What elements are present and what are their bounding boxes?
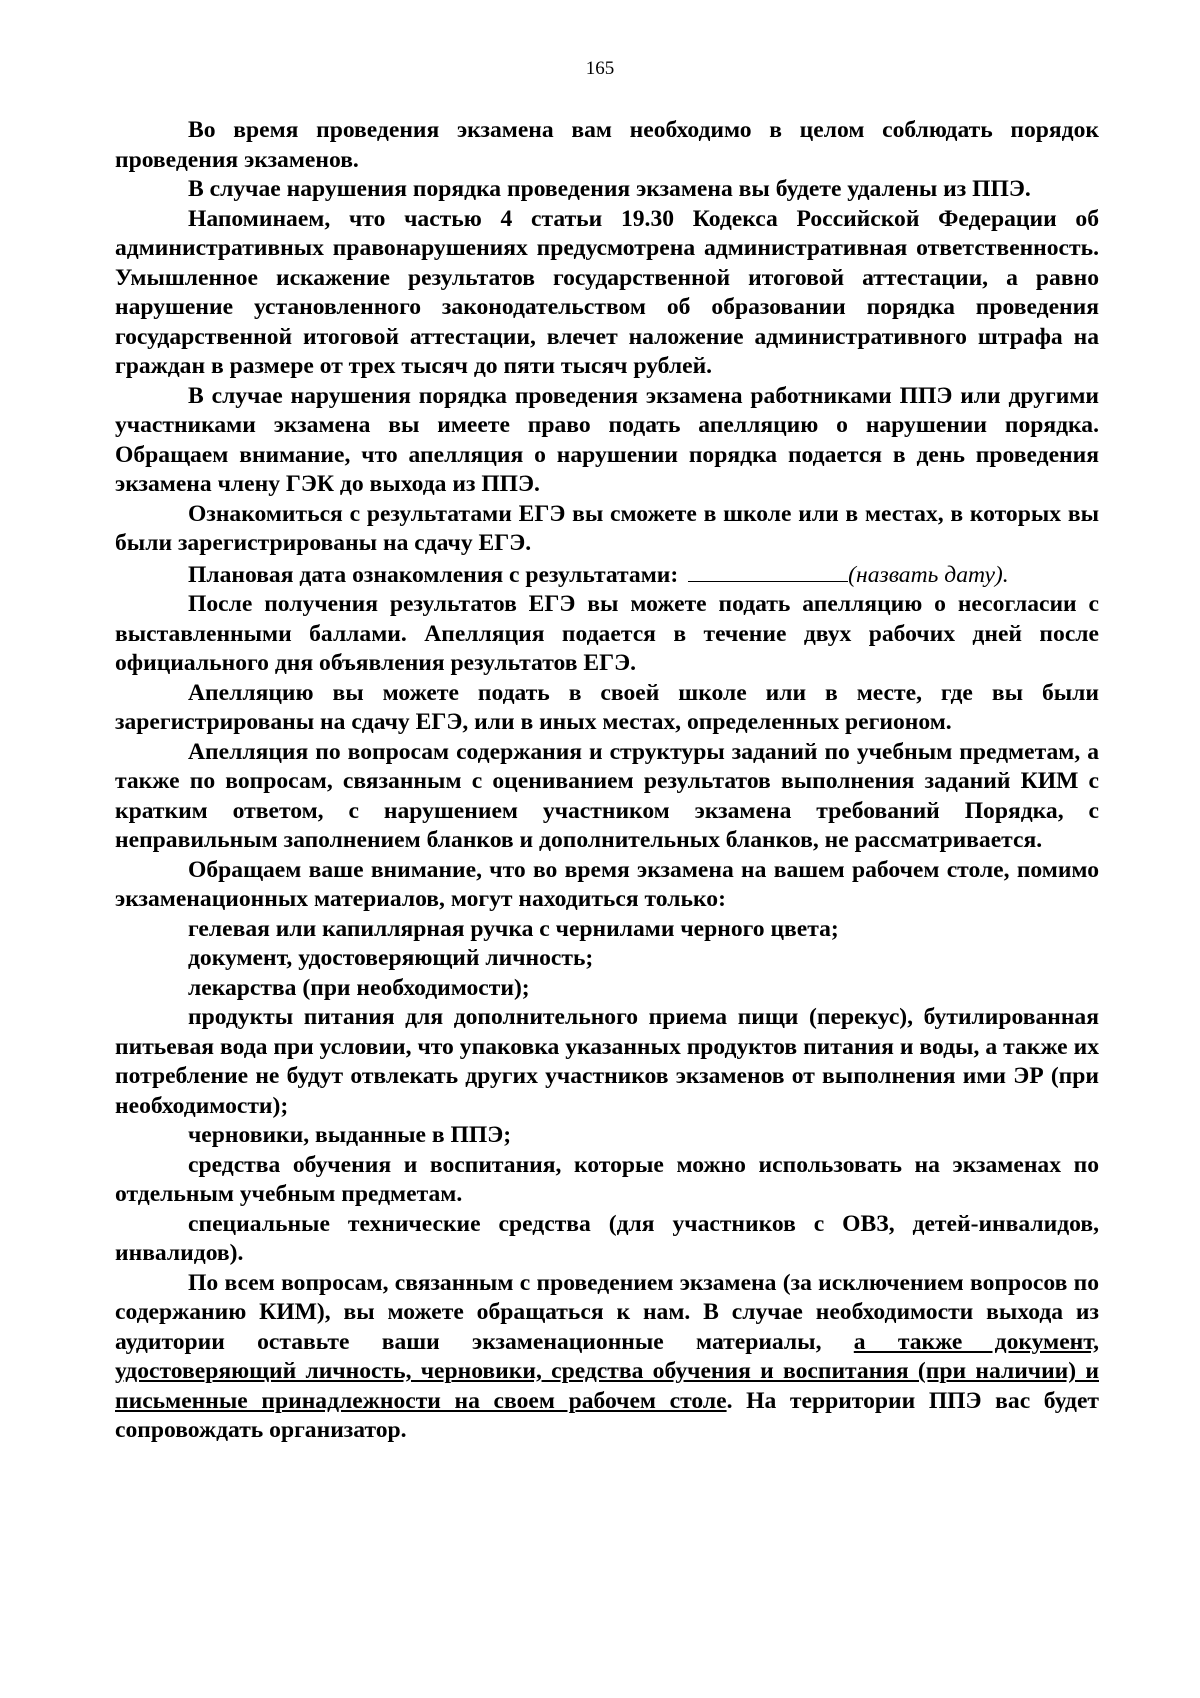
- final-paragraph: [115, 1269, 1099, 1446]
- date-blank-line: [688, 559, 848, 582]
- planned-date-hint: (назвать дату).: [848, 561, 1009, 588]
- paragraph: Апелляцию вы можете подать в своей школе или в месте, где вы были зарегистрированы на сдачу ЕГЭ, или в иных местах, определенных регионом.: [115, 679, 1099, 735]
- allowed-item: документ, удостоверяющий личность;: [188, 945, 594, 971]
- allowed-item: черновики, выданные в ППЭ;: [188, 1122, 512, 1148]
- page-number: 165: [585, 58, 615, 79]
- final-text-part1: По всем вопросам, связанным с проведением экзамена (за исключением вопросов по содержанию КИМ), вы можете обращаться к нам. В случае необходимости выхода из аудитории оставьте ваши экзаменационные материалы,: [115, 1269, 1099, 1355]
- final-text-underlined: а также документ, удостоверяющий личность, черновики, средства обучения и воспитания (при наличии) и письменные принадлежности на своем рабочем столе: [115, 1328, 1099, 1414]
- paragraph: Обращаем ваше внимание, что во время экзамена на вашем рабочем столе, помимо экзаменационных материалов, могут находиться только:: [115, 856, 1099, 912]
- paragraph: Апелляция по вопросам содержания и структуры заданий по учебным предметам, а также по вопросам, связанным с оцениванием результатов выполнения заданий КИМ с кратким ответом, с нарушением участником экзамена требований Порядка, с неправильным заполнением бланков и дополнительных бланков, не рассматривается.: [115, 738, 1099, 853]
- paragraph: После получения результатов ЕГЭ вы можете подать апелляцию о несогласии с выставленными баллами. Апелляция подается в течение двух рабочих дней после официального дня объявления результатов ЕГЭ.: [115, 591, 1099, 676]
- paragraph: Напоминаем, что частью 4 статьи 19.30 Кодекса Российской Федерации об административных правонарушениях предусмотрена административная ответственность. Умышленное искажение результатов государственной итоговой аттестации, а равно нарушение установленного законодательством об образовании порядка проведения государственной итоговой аттестации, влечет наложение административного штрафа на граждан в размере от трех тысяч до пяти тысяч рублей.: [115, 205, 1099, 379]
- planned-date-line: [115, 559, 1099, 591]
- paragraph: Ознакомиться с результатами ЕГЭ вы сможете в школе или в местах, в которых вы были зарегистрированы на сдачу ЕГЭ.: [115, 500, 1099, 556]
- planned-date-label: Плановая дата ознакомления с результатами:: [188, 561, 679, 588]
- final-text-part3: . На территории ППЭ вас будет сопровождать организатор.: [115, 1387, 1100, 1443]
- paragraph: Во время проведения экзамена вам необходимо в целом соблюдать порядок проведения экзаменов.: [115, 117, 1099, 173]
- allowed-item: лекарства (при необходимости);: [188, 974, 530, 1001]
- document-body: [115, 116, 1099, 1446]
- allowed-item: средства обучения и воспитания, которые можно использовать на экзаменах по отдельным учебным предметам.: [115, 1151, 1099, 1207]
- paragraph: В случае нарушения порядка проведения экзамена вы будете удалены из ППЭ.: [188, 176, 1031, 202]
- allowed-item: продукты питания для дополнительного приема пищи (перекус), бутилированная питьевая вода при условии, что упаковка указанных продуктов питания и воды, а также их потребление не будут отвлекать других участников экзаменов от выполнения ими ЭР (при необходимости);: [115, 1004, 1099, 1119]
- allowed-item: гелевая или капиллярная ручка с чернилами черного цвета;: [188, 915, 839, 942]
- allowed-item: специальные технические средства (для участников с ОВЗ, детей-инвалидов, инвалидов).: [115, 1210, 1099, 1266]
- paragraph: В случае нарушения порядка проведения экзамена работниками ППЭ или другими участниками экзамена вы имеете право подать апелляцию о нарушении порядка. Обращаем внимание, что апелляция о нарушении порядка подается в день проведения экзамена члену ГЭК до выхода из ППЭ.: [115, 382, 1099, 497]
